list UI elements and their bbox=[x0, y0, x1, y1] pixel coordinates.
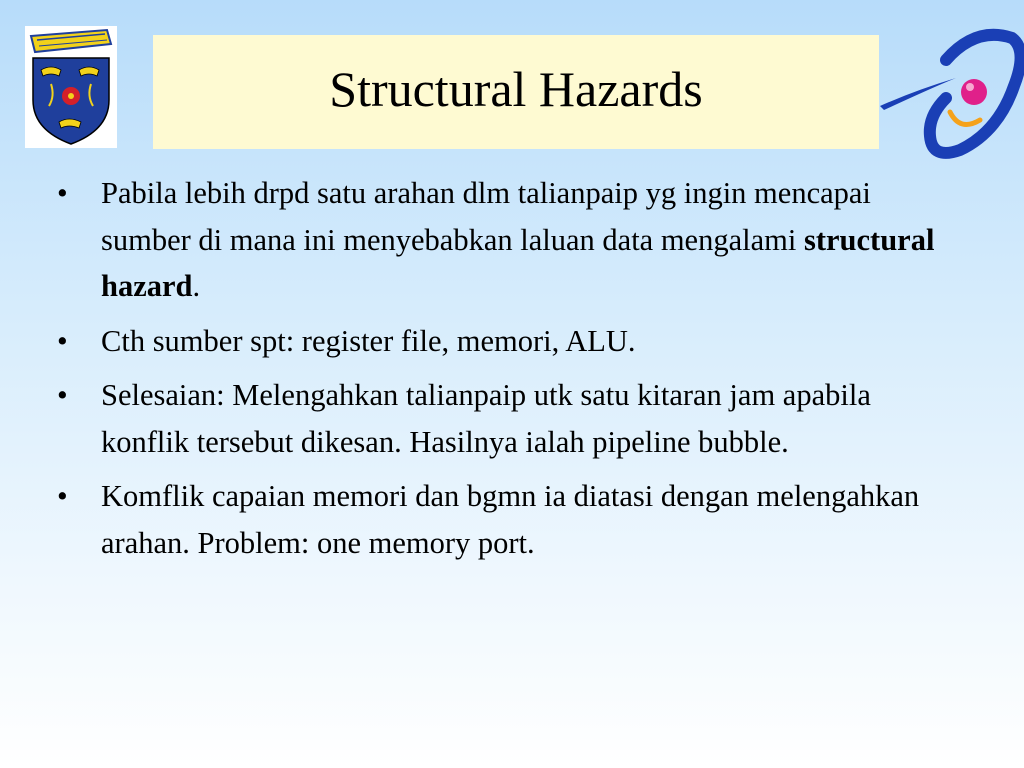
bullet-bold-text: structural hazard bbox=[101, 222, 935, 303]
bullet-text: Komflik capaian memori dan bgmn ia diatasi dengan melengahkan arahan. Problem: one memory port. bbox=[101, 479, 920, 560]
bullet-text: Selesaian: Melengahkan talianpaip utk satu kitaran jam apabila konflik tersebut dikesan. Hasilnya ialah pipeline bubble. bbox=[101, 378, 871, 459]
university-crest-icon bbox=[25, 26, 117, 148]
orbit-logo-icon bbox=[876, 20, 1024, 160]
bullet-marker: • bbox=[57, 378, 68, 412]
bullet-item-3 bbox=[55, 372, 935, 465]
title-box bbox=[153, 35, 879, 149]
bullet-text: Cth sumber spt: register file, memori, ALU. bbox=[101, 323, 636, 358]
bullet-marker: • bbox=[57, 479, 68, 513]
bullet-item-1 bbox=[55, 170, 935, 310]
bullet-item-4 bbox=[55, 473, 935, 566]
bullet-list bbox=[55, 170, 935, 574]
bullet-marker: • bbox=[57, 323, 68, 358]
slide-title: Structural Hazards bbox=[329, 61, 703, 117]
bullet-text: Pabila lebih drpd satu arahan dlm talianpaip yg ingin mencapai sumber di mana ini menyebabkan laluan data mengalami bbox=[101, 176, 871, 257]
bullet-item-2 bbox=[55, 318, 935, 365]
bullet-marker: • bbox=[57, 176, 68, 210]
bullet-text-end: . bbox=[192, 269, 201, 303]
